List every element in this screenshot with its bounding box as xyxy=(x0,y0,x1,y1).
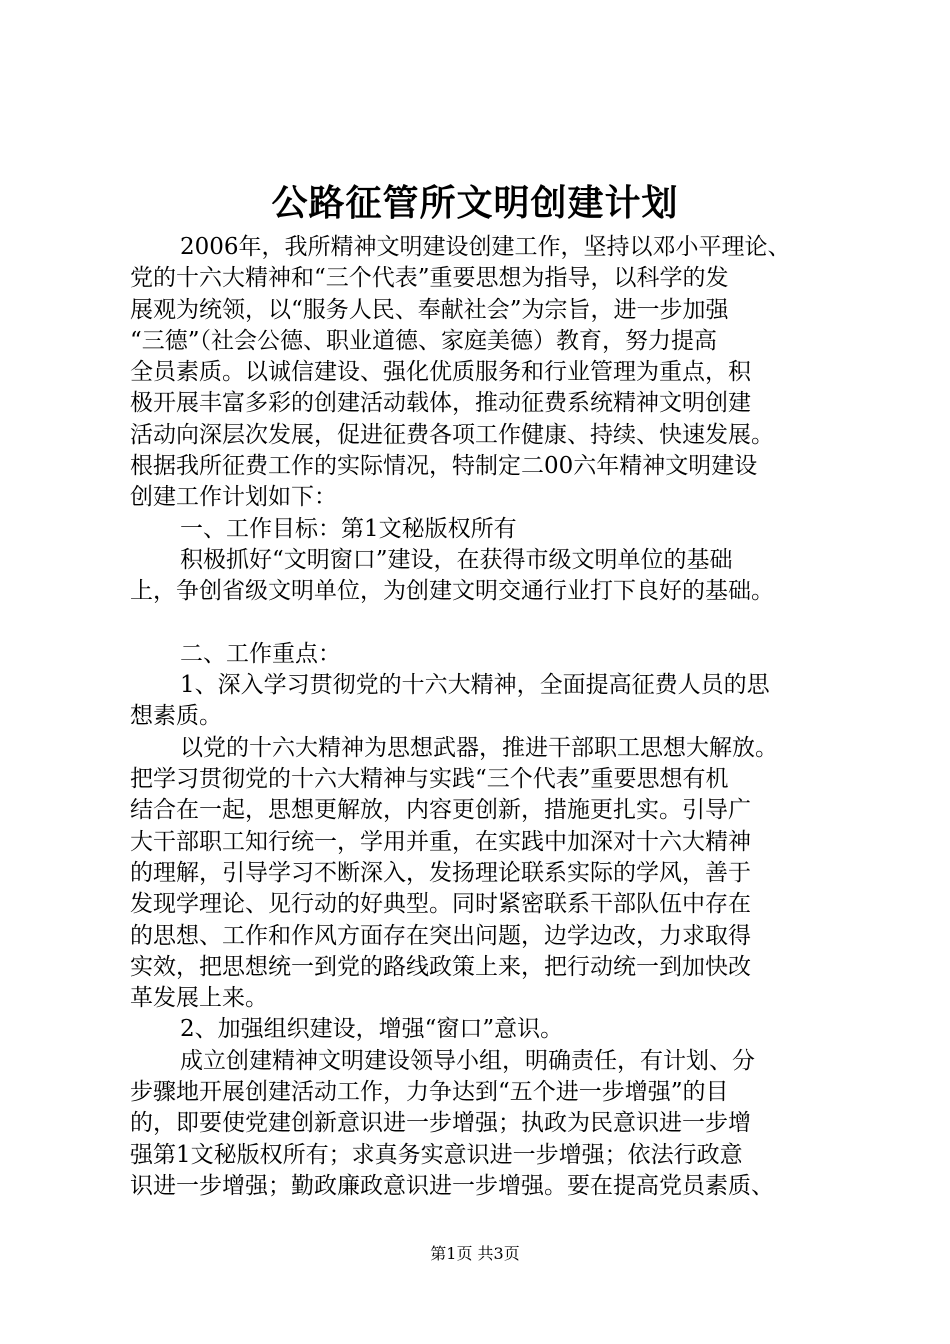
paragraph-line: 识进一步增强；勤政廉政意识进一步增强。要在提高党员素质、 xyxy=(130,1172,774,1199)
paragraph-line: 的理解，引导学习不断深入，发扬理论联系实际的学风，善于 xyxy=(130,859,751,886)
paragraph-line: 积极抓好“文明窗口”建设，在获得市级文明单位的基础 xyxy=(180,546,733,573)
paragraph-line: 步骤地开展创建活动工作，力争达到“五个进一步增强”的目 xyxy=(130,1079,729,1106)
paragraph-line: 展观为统领，以“服务人民、奉献社会”为宗旨，进一步加强 xyxy=(130,296,729,323)
paragraph-line: 结合在一起，思想更解放，内容更创新，措施更扎实。引导广 xyxy=(130,797,751,824)
paragraph-line: 的，即要使党建创新意识进一步增强；执政为民意识进一步增 xyxy=(130,1110,751,1137)
document-body xyxy=(130,232,850,1202)
page-number-footer: 第1页 共3页 xyxy=(430,1244,520,1263)
paragraph-line: 大干部职工知行统一，学用并重，在实践中加深对十六大精神 xyxy=(130,828,751,855)
paragraph-line: 成立创建精神文明建设领导小组，明确责任，有计划、分 xyxy=(180,1047,755,1074)
paragraph-line: 实效，把思想统一到党的路线政策上来，把行动统一到加快改 xyxy=(130,953,751,980)
paragraph-line: 全员素质。以诚信建设、强化优质服务和行业管理为重点，积 xyxy=(130,359,751,386)
paragraph-line: 强第1文秘版权所有；求真务实意识进一步增强；依法行政意 xyxy=(130,1141,743,1168)
paragraph-line: 想素质。 xyxy=(130,703,222,730)
section-heading: 二、工作重点： xyxy=(180,640,341,667)
paragraph-line: 发现学理论、见行动的好典型。同时紧密联系干部队伍中存在 xyxy=(130,891,751,918)
blank-line xyxy=(130,608,850,639)
paragraph-line: 把学习贯彻党的十六大精神与实践“三个代表”重要思想有机 xyxy=(130,766,729,793)
paragraph-line: “三德”（社会公德、职业道德、家庭美德）教育，努力提高 xyxy=(130,327,718,354)
paragraph-line: 党的十六大精神和“三个代表”重要思想为指导，以科学的发 xyxy=(130,265,729,292)
paragraph-line: 以党的十六大精神为思想武器，推进干部职工思想大解放。 xyxy=(180,734,778,761)
paragraph-line: 革发展上来。 xyxy=(130,985,268,1012)
paragraph-line: 的思想、工作和作风方面存在突出问题，边学边改，力求取得 xyxy=(130,922,751,949)
paragraph-line: 创建工作计划如下： xyxy=(130,484,337,511)
paragraph-line: 活动向深层次发展，促进征费各项工作健康、持续、快速发展。 xyxy=(130,421,774,448)
paragraph-line: 2006年，我所精神文明建设创建工作，坚持以邓小平理论、 xyxy=(180,234,791,260)
paragraph-line: 根据我所征费工作的实际情况，特制定二00六年精神文明建设 xyxy=(130,453,758,480)
subsection-heading: 2、加强组织建设，增强“窗口”意识。 xyxy=(180,1016,564,1043)
section-heading: 一、工作目标：第1文秘版权所有 xyxy=(180,515,517,542)
subsection-heading: 1、深入学习贯彻党的十六大精神，全面提高征费人员的思 xyxy=(180,672,770,699)
paragraph-line: 极开展丰富多彩的创建活动载体，推动征费系统精神文明创建 xyxy=(130,390,751,417)
paragraph-line: 上，争创省级文明单位，为创建文明交通行业打下良好的基础。 xyxy=(130,578,774,605)
document-title: 公路征管所文明创建计划 xyxy=(271,182,679,224)
